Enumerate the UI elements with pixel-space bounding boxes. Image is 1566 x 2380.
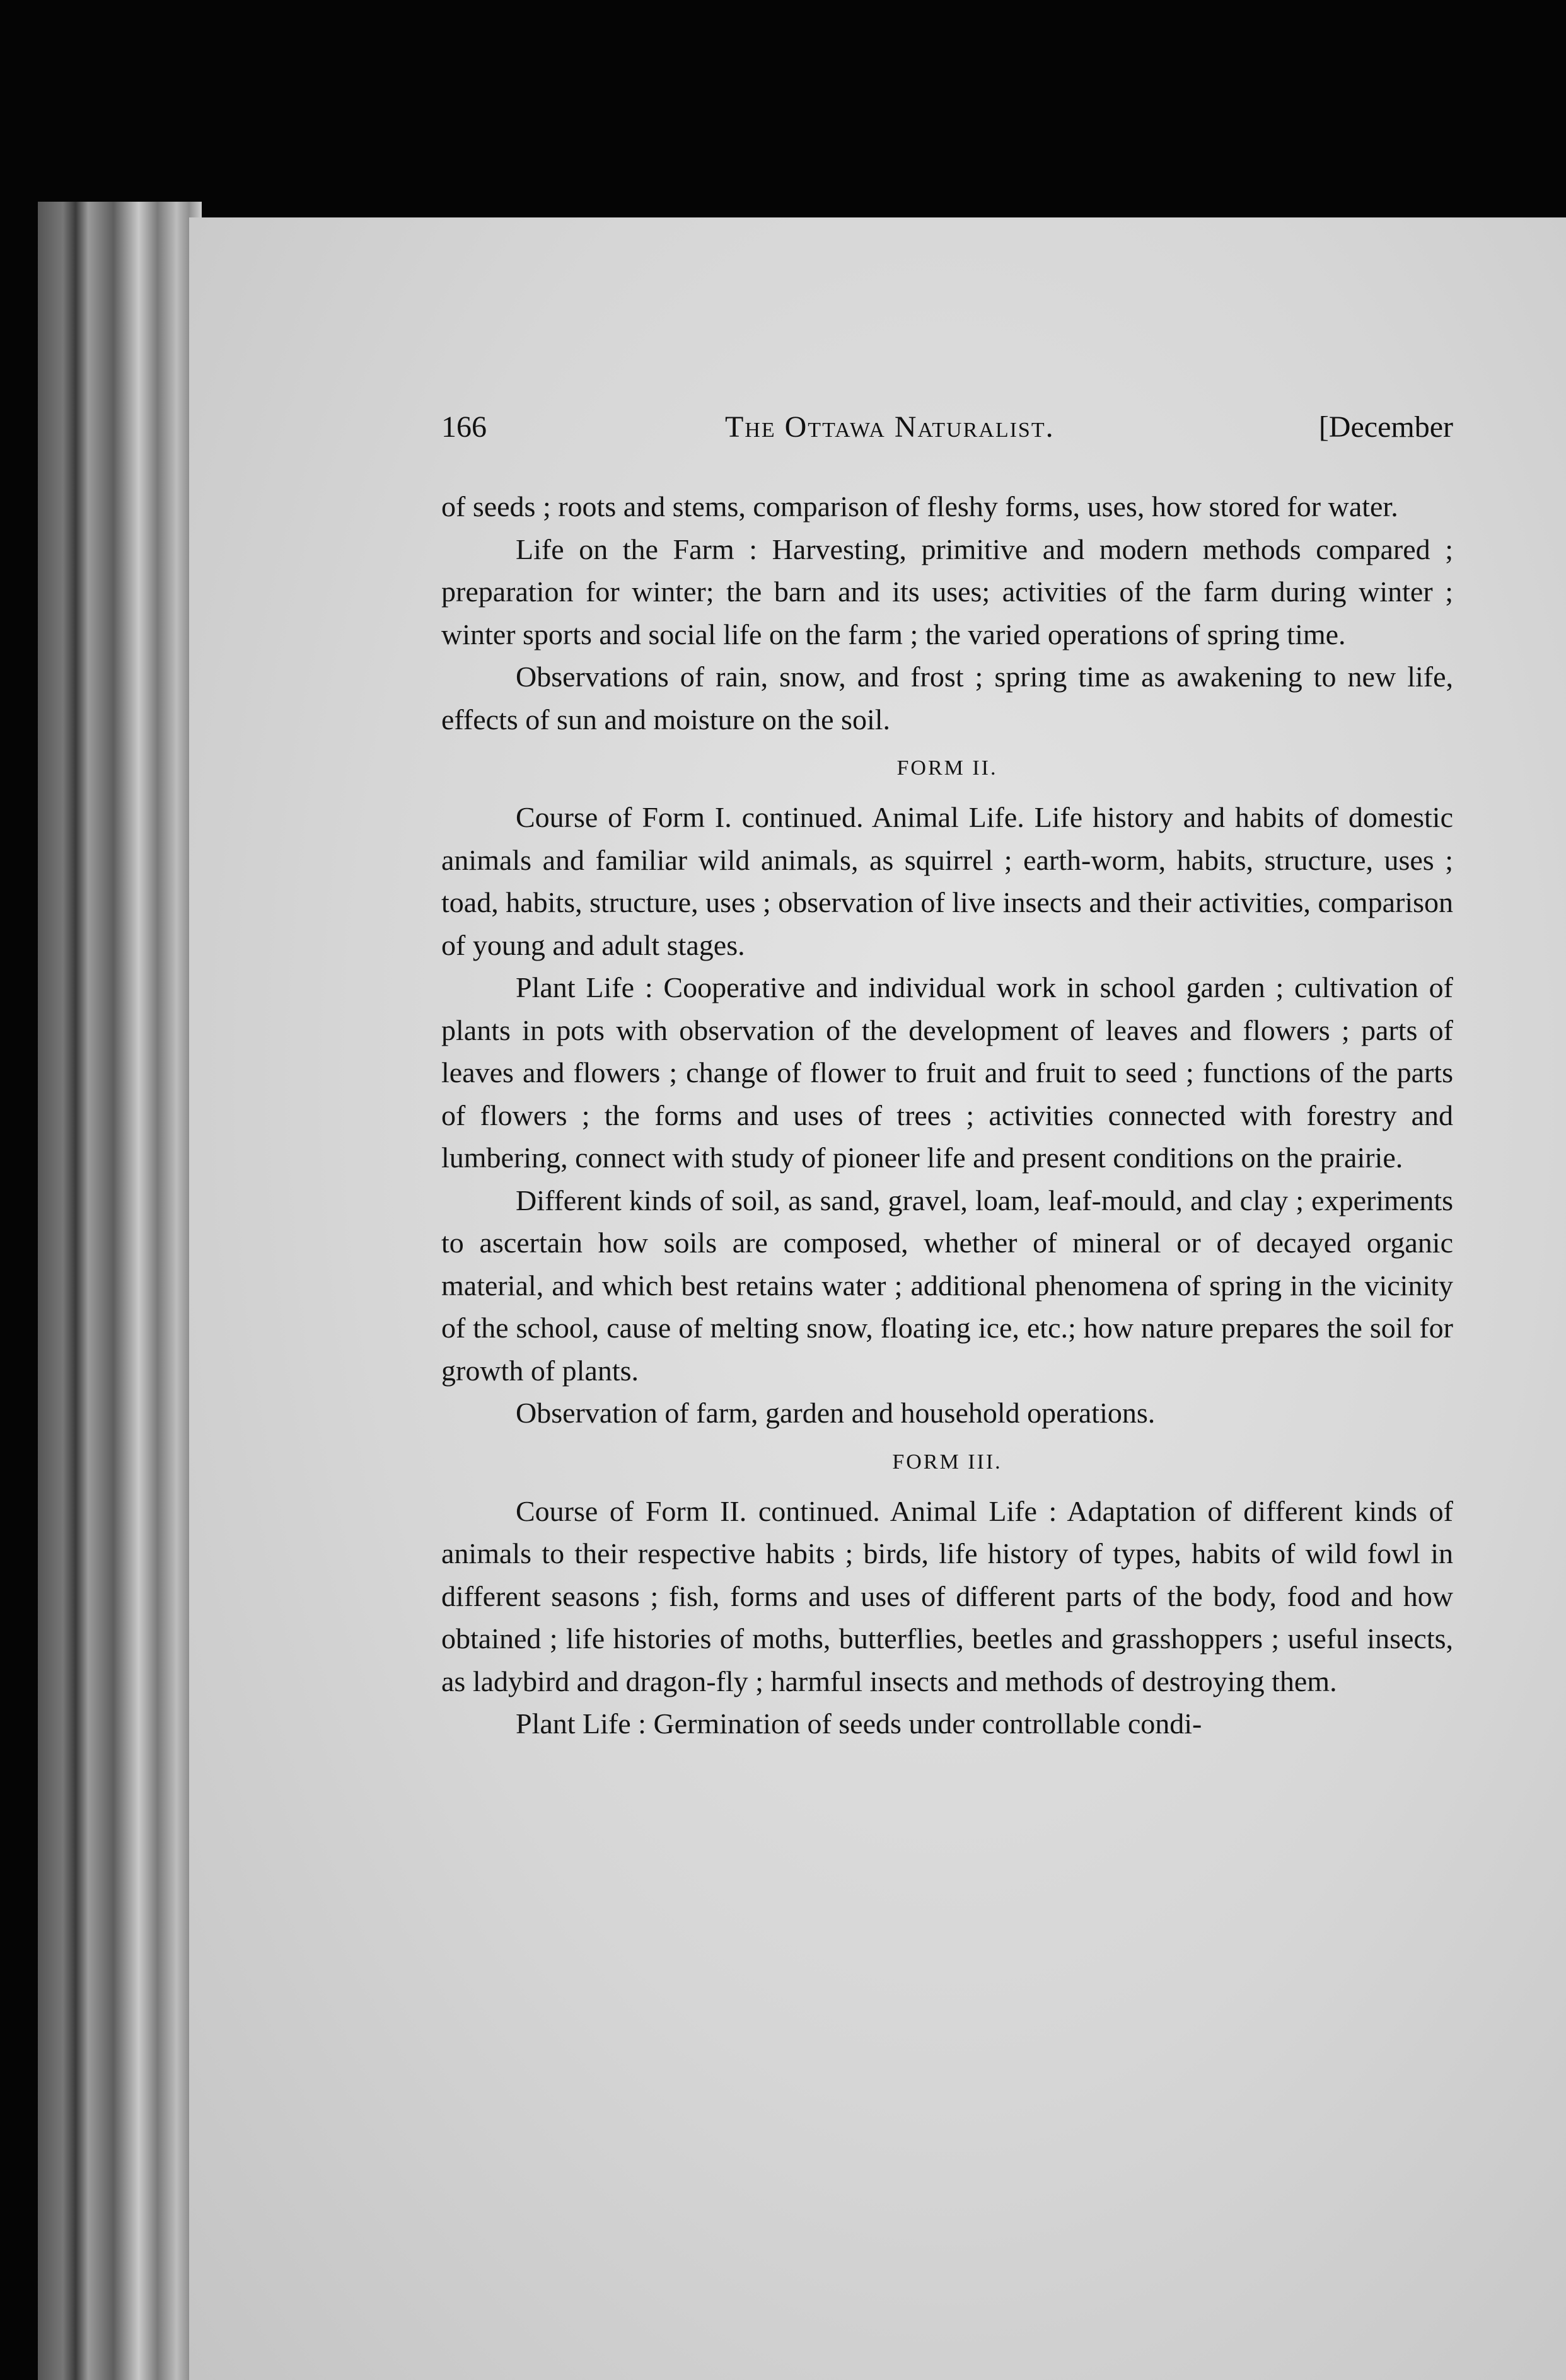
paragraph-observations-weather: Observations of rain, snow, and frost ; spring time as awakening to new life, effects of sun and moisture on the soil. bbox=[441, 661, 1453, 736]
paragraph-form3-animal: Course of Form II. continued. Animal Life : Adaptation of different kinds of animals to their respective habits ; birds, life history of types, habits of wild fowl in different seasons ; fish, forms and uses of different parts of the body, food and how obtained ; life histories of moths, butterflies, beetles and grasshoppers ; useful insects, as ladybird and dragon-fly ; harmful insects and methods of destroying them. bbox=[441, 1494, 1453, 1697]
intro-paragraph: of seeds ; roots and stems, comparison of fleshy forms, uses, how stored for water. bbox=[441, 490, 1398, 523]
page-edges bbox=[38, 202, 202, 2380]
paragraph-life-on-farm: Life on the Farm : Harvesting, primitive and modern methods compared ; preparation for winter; the barn and its uses; activities of the farm during winter ; winter sports and social life on the farm ; the varied operations of spring time. bbox=[441, 533, 1453, 650]
page-body bbox=[441, 485, 1453, 1745]
paragraph-form2-soil: Different kinds of soil, as sand, gravel, loam, leaf-mould, and clay ; experiments to ascertain how soils are composed, whether of mineral or of decayed organic material, and which best retains water ; additional phenomena of spring in the vicinity of the school, cause of melting snow, floating ice, etc.; how nature prepares the soil for growth of plants. bbox=[441, 1184, 1453, 1387]
running-header bbox=[441, 403, 1453, 460]
paragraph-form2-animal: Course of Form I. continued. Animal Life. Life history and habits of domestic animals and familiar wild animals, as squirrel ; earth-worm, habits, structure, uses ; toad, habits, structure, uses ; observation of live insects and their activities, comparison of young and adult stages. bbox=[441, 801, 1453, 961]
paragraph-form2-plant: Plant Life : Cooperative and individual work in school garden ; cultivation of plants in pots with observation of the development of leaves and flowers ; parts of leaves and flowers ; change of flower to fruit and fruit to seed ; functions of the parts of flowers ; the forms and uses of trees ; activities connected with forestry and lumbering, connect with study of pioneer life and present conditions on the prairie. bbox=[441, 971, 1453, 1174]
header-month: [December bbox=[1318, 410, 1453, 444]
journal-title: The Ottawa Naturalist. bbox=[725, 410, 1055, 444]
heading-form-iii: FORM III. bbox=[892, 1450, 1002, 1474]
heading-form-ii: FORM II. bbox=[896, 756, 998, 780]
paragraph-form3-plant: Plant Life : Germination of seeds under controllable condi- bbox=[516, 1707, 1202, 1740]
page-number: 166 bbox=[441, 410, 487, 444]
paragraph-form2-farm: Observation of farm, garden and household operations. bbox=[516, 1397, 1156, 1429]
